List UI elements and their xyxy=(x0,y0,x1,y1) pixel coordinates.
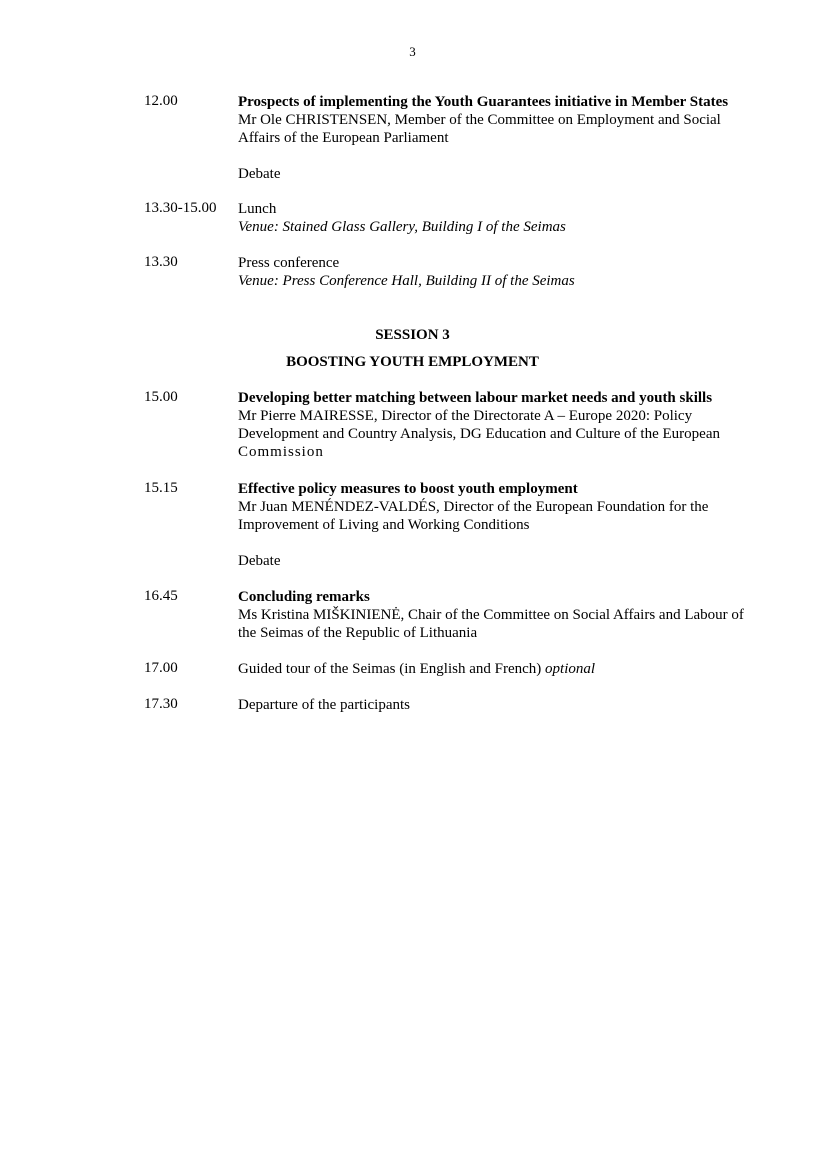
agenda-content xyxy=(238,660,772,678)
agenda-entry xyxy=(144,660,774,680)
agenda-text: Departure of the participants xyxy=(238,697,411,713)
venue-line: Venue: Stained Glass Gallery, Building I of the Seimas xyxy=(238,219,566,235)
speaker-line: the Seimas of the Republic of Lithuania xyxy=(238,625,478,641)
speaker-line: Mr Juan MENÉNDEZ-VALDÉS, Director of the European Foundation for the xyxy=(238,499,709,515)
speaker-line: Ms Kristina MIŠKINIENĖ, Chair of the Committee on Social Affairs and Labour of xyxy=(238,607,744,623)
agenda-entry xyxy=(144,93,774,188)
session-label: SESSION 3 xyxy=(375,327,450,343)
agenda-time: 15.00 xyxy=(144,389,178,405)
agenda-content xyxy=(238,696,772,714)
agenda-content xyxy=(238,254,772,290)
session-title: BOOSTING YOUTH EMPLOYMENT xyxy=(286,354,539,370)
agenda-time: 17.30 xyxy=(144,696,178,712)
agenda-title: Developing better matching between labour market needs and youth skills xyxy=(238,390,713,406)
agenda-time: 16.45 xyxy=(144,588,178,604)
agenda-entry xyxy=(144,200,774,240)
speaker-line: Mr Pierre MAIRESSE, Director of the Directorate A – Europe 2020: Policy xyxy=(238,408,693,424)
agenda-entry xyxy=(144,480,774,575)
agenda-time: 12.00 xyxy=(144,93,178,109)
speaker-line: Mr Ole CHRISTENSEN, Member of the Committee on Employment and Social xyxy=(238,112,721,128)
agenda-title: Effective policy measures to boost youth employment xyxy=(238,481,578,497)
agenda-text: Guided tour of the Seimas (in English and French) xyxy=(238,661,542,677)
page-number: 3 xyxy=(409,44,416,59)
agenda-time: 17.00 xyxy=(144,660,178,676)
speaker-line: Improvement of Living and Working Conditions xyxy=(238,517,530,533)
speaker-line: Development and Country Analysis, DG Education and Culture of the European xyxy=(238,426,720,442)
optional-label: optional xyxy=(545,661,596,677)
agenda-entry xyxy=(144,254,774,294)
agenda-content xyxy=(238,480,772,570)
agenda-title: Prospects of implementing the Youth Guarantees initiative in Member States xyxy=(238,94,729,110)
speaker-line: Affairs of the European Parliament xyxy=(238,130,449,146)
agenda-time: 15.15 xyxy=(144,480,178,496)
agenda-content xyxy=(238,93,772,183)
agenda-title: Concluding remarks xyxy=(238,589,370,605)
agenda-content xyxy=(238,389,772,461)
agenda-time: 13.30 xyxy=(144,254,178,270)
speaker-line: Commission xyxy=(238,444,324,460)
agenda-entry xyxy=(144,696,774,716)
debate-label: Debate xyxy=(238,166,281,182)
agenda-text: Press conference xyxy=(238,255,340,271)
agenda-content xyxy=(238,200,772,236)
agenda-entry xyxy=(144,588,774,646)
agenda-content xyxy=(238,588,772,642)
debate-label: Debate xyxy=(238,553,281,569)
venue-line: Venue: Press Conference Hall, Building II of the Seimas xyxy=(238,273,575,289)
agenda-time: 13.30-15.00 xyxy=(144,200,217,216)
agenda-entry xyxy=(144,389,774,464)
agenda-text: Lunch xyxy=(238,201,277,217)
